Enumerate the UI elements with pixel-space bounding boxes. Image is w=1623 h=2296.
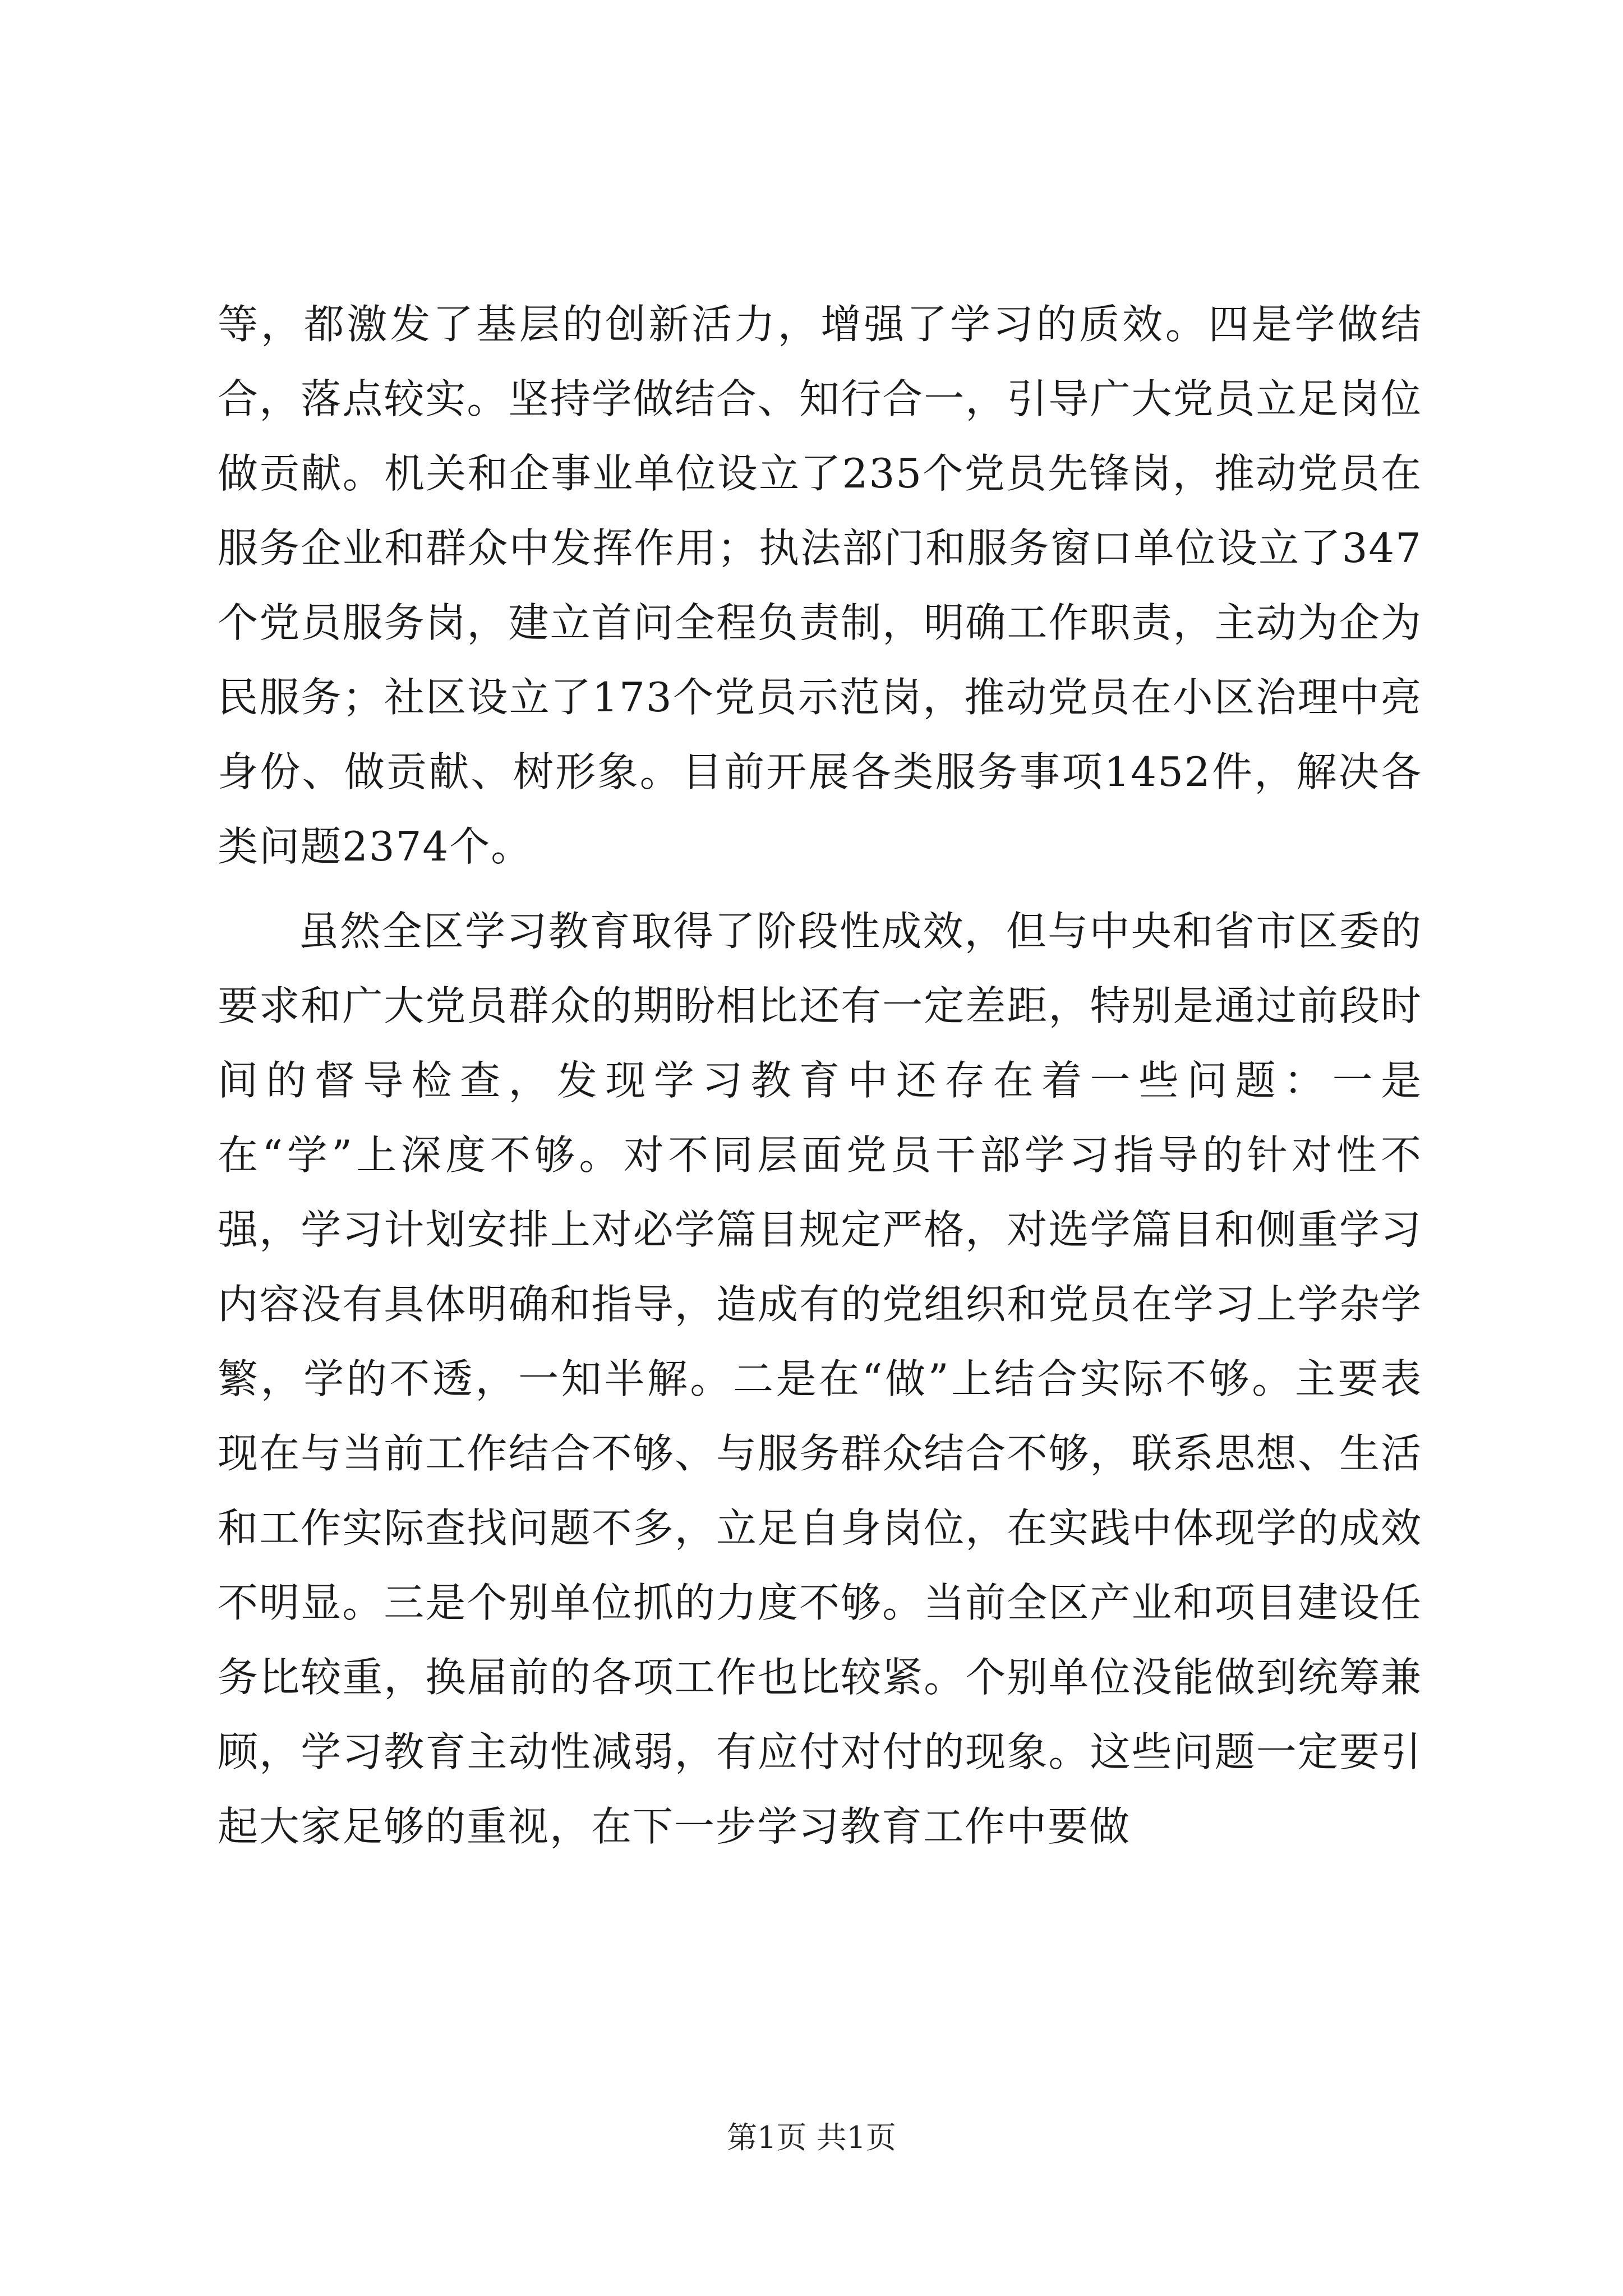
paragraph-continued: 等，都激发了基层的创新活力，增强了学习的质效。四是学做结合，落点较实。坚持学做结合、知行合一，引导广大党员立足岗位做贡献。机关和企事业单位设立了235个党员先锋岗，推动党员在服务企业和群众中发挥作用；执法部门和服务窗口单位设立了347个党员服务岗，建立首问全程负责制，明确工作职责，主动为企为民服务；社区设立了173个党员示范岗，推动党员在小区治理中亮身份、做贡献、树形象。目前开展各类服务事项1452件，解决各类问题2374个。 bbox=[218, 301, 1422, 870]
document-body bbox=[218, 287, 1422, 1864]
page-footer: 第1页 共1页 bbox=[727, 2120, 896, 2155]
paragraph-problems: 虽然全区学习教育取得了阶段性成效，但与中央和省市区委的要求和广大党员群众的期盼相比还有一定差距，特别是通过前段时间的督导检查，发现学习教育中还存在着一些问题：一是在“学”上深度不够。对不同层面党员干部学习指导的针对性不强，学习计划安排上对必学篇目规定严格，对选学篇目和侧重学习内容没有具体明确和指导，造成有的党组织和党员在学习上学杂学繁，学的不透，一知半解。二是在“做”上结合实际不够。主要表现在与当前工作结合不够、与服务群众结合不够，联系思想、生活和工作实际查找问题不多，立足自身岗位，在实践中体现学的成效不明显。三是个别单位抓的力度不够。当前全区产业和项目建设任务比较重，换届前的各项工作也比较紧。个别单位没能做到统筹兼顾，学习教育主动性减弱，有应付对付的现象。这些问题一定要引起大家足够的重视，在下一步学习教育工作中要做 bbox=[218, 908, 1422, 1850]
